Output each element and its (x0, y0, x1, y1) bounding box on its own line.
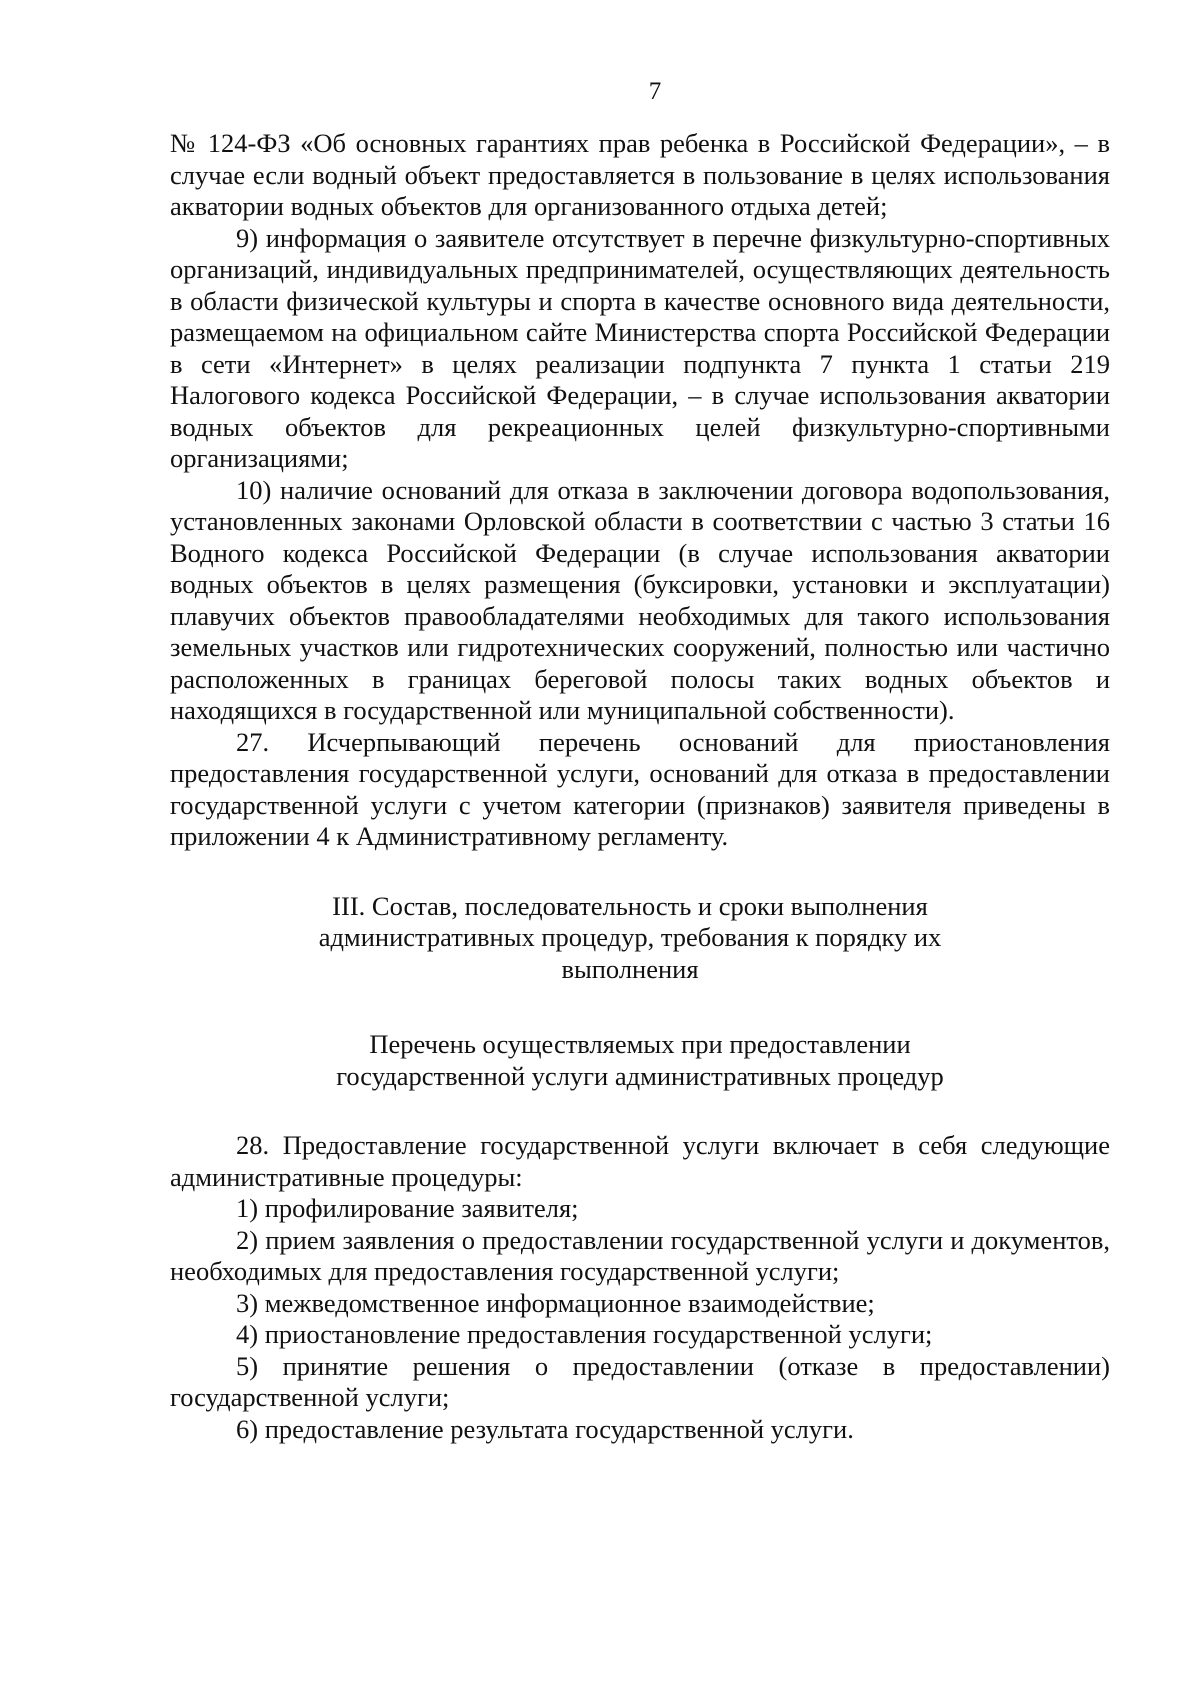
procedure-item: 5) принятие решения о предоставлении (отказе в предоставлении) государственной услуги; (170, 1350, 1110, 1412)
procedure-item: 4) приостановление предоставления государственной услуги; (236, 1319, 933, 1349)
subheading: Перечень осуществляемых при предоставлении государственной услуги административных процедур (336, 1029, 944, 1091)
page-number: 7 (648, 78, 662, 105)
procedure-item: 6) предоставление результата государственной услуги. (236, 1413, 854, 1444)
paragraph-28: 28. Предоставление государственной услуги включает в себя следующие административные процедуры: (170, 1130, 1110, 1192)
paragraph-item-9: 9) информация о заявителе отсутствует в перечне физкультурно-спортивных организаций, индивидуальных предпринимателей, осуществляющих деятельность в области физической культуры и спорта в качестве основного вида деятельности, размещаемом на официальном сайте Министерства спорта Российской Федерации в сети «Интернет» в целях реализации подпункта 7 пункта 1 статьи 219 Налогового кодекса Российской Федерации, – в случае использования акватории водных объектов для рекреационных целей физкультурно-спортивными организациями; (170, 222, 1110, 473)
paragraph-27: 27. Исчерпывающий перечень оснований для приостановления предоставления государственной услуги, оснований для отказа в предоставлении государственной услуги с учетом категории (признаков) заявителя приведены в приложении 4 к Административному регламенту. (170, 726, 1110, 851)
procedure-item: 1) профилирование заявителя; (236, 1193, 579, 1223)
paragraph-continuation: № 124-ФЗ «Об основных гарантиях прав ребенка в Российской Федерации», – в случае если водный объект предоставляется в пользование в целях использования акватории водных объектов для организованного отдыха детей; (170, 128, 1110, 221)
procedure-item: 2) прием заявления о предоставлении государственной услуги и документов, необходимых для предоставления государственной услуги; (170, 1224, 1110, 1286)
procedure-item: 3) межведомственное информационное взаимодействие; (236, 1287, 875, 1318)
paragraph-item-10: 10) наличие оснований для отказа в заключении договора водопользования, установленных законами Орловской области в соответствии с частью 3 статьи 16 Водного кодекса Российской Федерации (в случае использования акватории водных объектов в целях размещения (буксировки, установки и эксплуатации) плавучих объектов правообладателями необходимых для такого использования земельных участков или гидротехнических сооружений, полностью или частично расположенных в границах береговой полосы таких водных объектов и находящихся в государственной или муниципальной собственности). (170, 474, 1110, 725)
section-heading: III. Состав, последовательность и сроки выполнения административных процедур, требования к порядку их выполнения (318, 890, 942, 984)
